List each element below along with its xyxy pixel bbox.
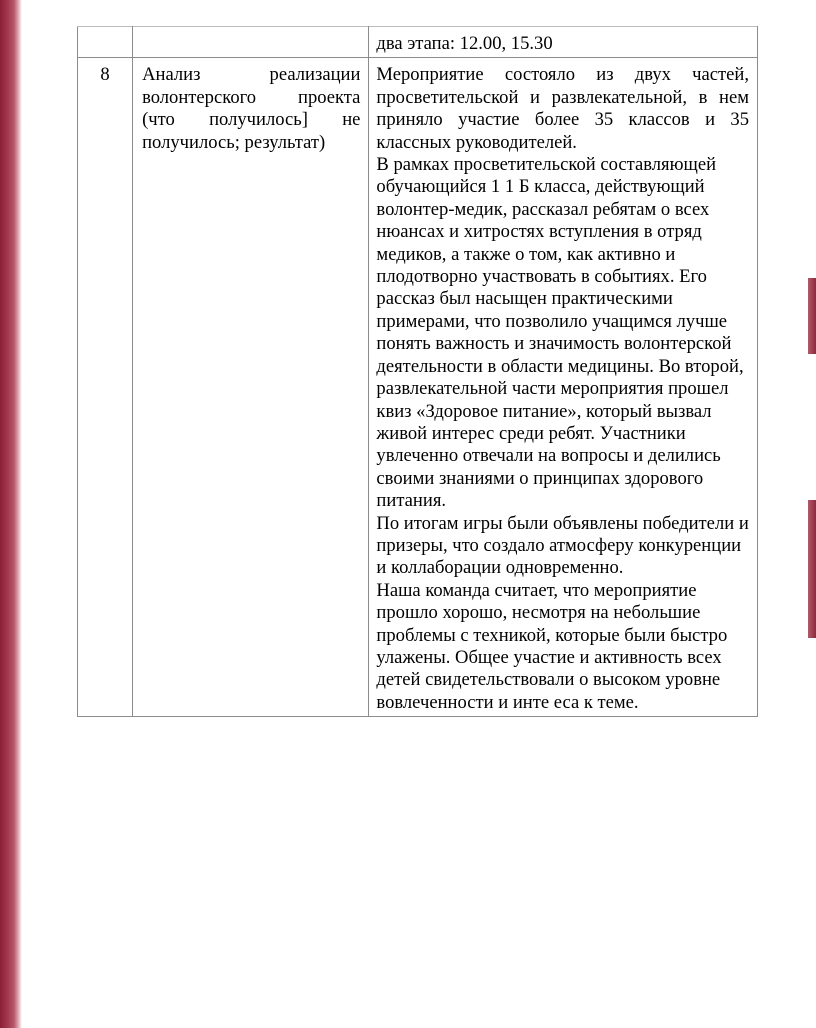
description-paragraph: По итогам игры были объявлены победители и призеры, что создало атмосферу конкуренции и коллаборации одновременно. (376, 512, 749, 579)
table-row (78, 27, 758, 58)
row-title: Анализ реализации волонтерского проекта (что получилось] не получилось; результат) (133, 58, 369, 717)
description-paragraph: В рамках просветительской составляющей обучающийся 1 1 Б класса, действующий волонтер-медик, рассказал ребятам о всех нюансах и хитростях вступления в отряд медиков, а также о том, как активно и плодотворно участвовать в событиях. Его рассказ был насыщен практическими примерами, что позволило учащимся лучше понять важность и значимость волонтерской деятельности в области медицины. Во второй, развлекательной части мероприятия прошел квиз «Здоровое питание», который вызвал живой интерес среди ребят. Участники увлеченно отвечали на вопросы и делились своими знаниями о принципах здорового питания. (376, 154, 744, 512)
row-number: 8 (78, 58, 133, 717)
left-decorative-border (0, 0, 22, 1028)
description-paragraph: Наша команда считает, что мероприятие прошло хорошо, несмотря на небольшие проблемы с техникой, которые были быстро улажены. Общее участие и активность всех детей свидетельствовали о высоком уровне вовлеченности и инте еса к теме. (376, 579, 728, 713)
table-cell-number (78, 27, 133, 58)
table-cell-description (369, 27, 758, 58)
table-cell-name (133, 27, 369, 58)
time-stages-text: два этапа: 12.00, 15.30 (376, 33, 553, 54)
table-row (78, 58, 758, 717)
row-description (369, 58, 758, 717)
right-decorative-tab (808, 500, 816, 638)
report-table (77, 26, 758, 717)
right-decorative-tab (808, 278, 816, 354)
description-paragraph: Мероприятие состояло из двух частей, просветительской и развлекательной, в нем приняло участие более 35 классов и 35 классных руководителей. (376, 64, 749, 153)
